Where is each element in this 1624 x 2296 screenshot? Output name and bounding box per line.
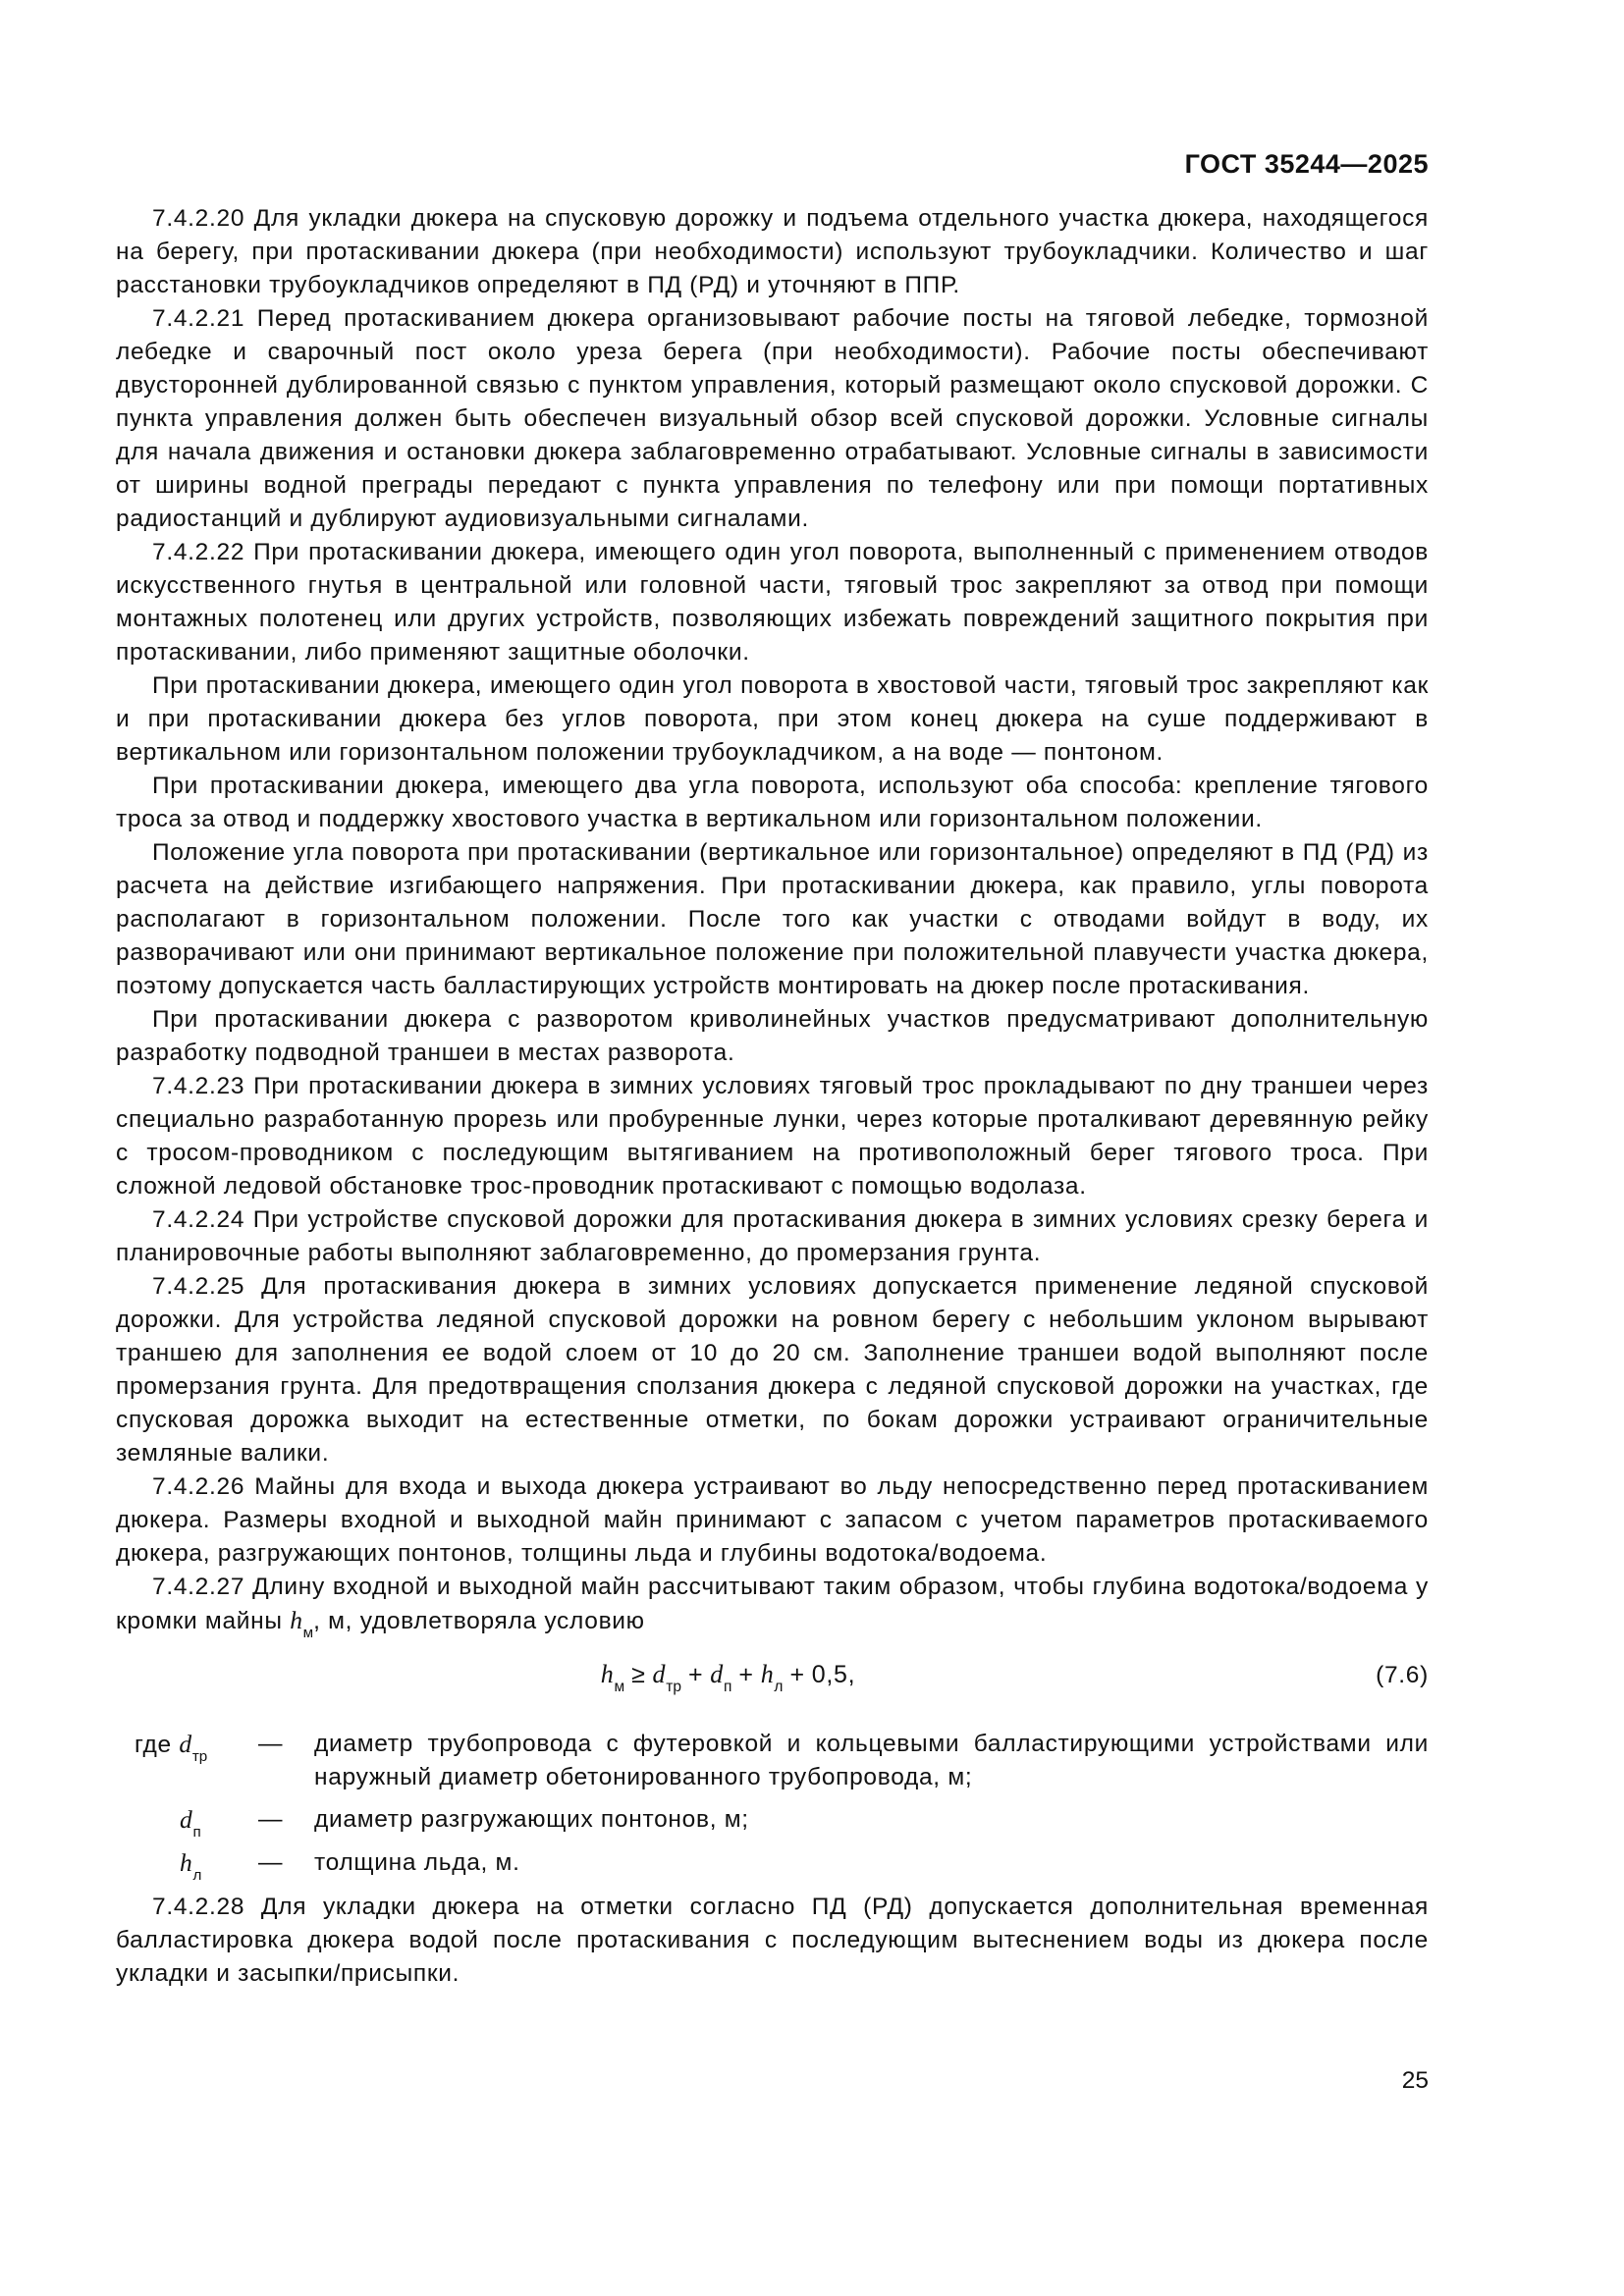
paragraph-7-4-2-26: 7.4.2.26 Майны для входа и выхода дюкера устраивают во льду непосредственно перед протаскиванием дюкера. Размеры входной и выходной майн принимают с запасом с учетом параметров протаскиваемого дюкера, разгружающих понтонов, толщины льда и глубины водотока/водоема.: [116, 1473, 1429, 1567]
where-item-h-l: [116, 1846, 1429, 1884]
where-var-d-p: d: [180, 1805, 193, 1834]
where-definitions-list: [116, 1728, 1429, 1884]
paragraph-7-4-2-27-tail: , м, удовлетворяла условию: [313, 1608, 645, 1634]
where-item-d-p: [116, 1803, 1429, 1841]
where-term-d-tr: [116, 1728, 258, 1765]
where-sub-l: л: [192, 1866, 202, 1884]
paragraph-7-4-2-22-cont-4: При протаскивании дюкера с разворотом криволинейных участков предусматривают дополнительную разработку подводной траншеи в местах разворота.: [116, 1006, 1429, 1066]
formula-sub-tr: тр: [666, 1678, 681, 1695]
where-definition-d-p: диаметр разгружающих понтонов, м;: [314, 1806, 749, 1833]
where-dash-2: —: [258, 1806, 284, 1833]
formula-sub-m: м: [614, 1678, 625, 1695]
where-sub-p: п: [192, 1823, 201, 1841]
paragraph-7-4-2-22-cont-3: Положение угла поворота при протаскивании (вертикальное или горизонтальное) определяют в ПД (РД) из расчета на действие изгибающего напряжения. При протаскивании дюкера, как правило, углы поворота располагают в горизонтальном положении. После того как участки с отводами войдут в воду, их разворачивают или они принимают вертикальное положение при положительной плавучести участка дюкера, поэтому допускается часть балластирующих устройств монтировать на дюкер после протаскивания.: [116, 839, 1429, 999]
formula-7-6: [116, 1658, 1429, 1695]
formula-expression: [116, 1658, 1340, 1695]
formula-var-d-p: d: [710, 1660, 724, 1688]
where-dash-3: —: [258, 1849, 284, 1876]
paragraph-7-4-2-27-lead: 7.4.2.27 Длину входной и выходной майн рассчитывают таким образом, чтобы глубина водотока/водоема у кромки майны: [116, 1574, 1429, 1634]
equation-number: (7.6): [1376, 1662, 1429, 1688]
formula-constant: 0,5,: [811, 1661, 856, 1688]
paragraph-7-4-2-27: [116, 1571, 1429, 1641]
where-term-d-p: [116, 1803, 258, 1841]
paragraph-7-4-2-22-cont-2: При протаскивании дюкера, имеющего два угла поворота, используют оба способа: крепление тягового троса за отвод и поддержку хвостового участка в вертикальном или горизонтальном положении.: [116, 773, 1429, 832]
doc-code-header: ГОСТ 35244—2025: [1184, 149, 1429, 179]
formula-var-h-m: h: [600, 1660, 615, 1688]
paragraph-7-4-2-23: 7.4.2.23 При протаскивании дюкера в зимних условиях тяговый трос прокладывают по дну траншеи через специально разработанную прорезь или пробуренные лунки, через которые проталкивают деревянную рейку с тросом-проводником с последующим вытягиванием на противоположный берег тягового троса. При сложной ледовой обстановке трос-проводник протаскивают с помощью водолаза.: [116, 1073, 1429, 1200]
paragraph-7-4-2-24: 7.4.2.24 При устройстве спусковой дорожки для протаскивания дюкера в зимних условиях срезку берега и планировочные работы выполняют заблаговременно, до промерзания грунта.: [116, 1206, 1429, 1266]
page-number: 25: [1401, 2067, 1429, 2094]
operator-ge: ≥: [631, 1661, 646, 1688]
paragraph-7-4-2-25: 7.4.2.25 Для протаскивания дюкера в зимних условиях допускается применение ледяной спусковой дорожки. Для устройства ледяной спусковой дорожки на ровном берегу с небольшим уклоном вырывают траншею для заполнения ее водой слоем от 10 до 20 см. Заполнение траншеи водой выполняют после промерзания грунта. Для предотвращения сползания дюкера с ледяной спусковой дорожки на участках, где спусковая дорожка выходит на естественные отметки, по бокам дорожки устраивают ограничительные земляные валики.: [116, 1273, 1429, 1467]
paragraph-7-4-2-28: 7.4.2.28 Для укладки дюкера на отметки согласно ПД (РД) допускается дополнительная временная балластировка дюкера водой после протаскивания с последующим вытеснением воды из дюкера после укладки и засыпки/присыпки.: [116, 1894, 1429, 1987]
operator-plus-2: +: [738, 1661, 754, 1688]
where-definition-h-l: толщина льда, м.: [314, 1849, 520, 1876]
paragraph-7-4-2-20: 7.4.2.20 Для укладки дюкера на спусковую дорожку и подъема отдельного участка дюкера, находящегося на берегу, при протаскивании дюкера (при необходимости) используют трубоукладчики. Количество и шаг расстановки трубоукладчиков определяют в ПД (РД) и уточняют в ППР.: [116, 205, 1429, 298]
where-intro: где: [135, 1732, 172, 1758]
variable-h-subscript: м: [302, 1624, 314, 1641]
where-var-h-l: h: [180, 1848, 193, 1877]
where-sub-tr: тр: [191, 1747, 208, 1765]
formula-var-d-tr: d: [652, 1660, 667, 1688]
formula-sub-p: п: [723, 1678, 732, 1695]
paragraph-7-4-2-22: 7.4.2.22 При протаскивании дюкера, имеющего один угол поворота, выполненный с применением отводов искусственного гнутья в центральной или головной части, тяговый трос закрепляют за отвод при помощи монтажных полотенец или других устройств, позволяющих избежать повреждений защитного покрытия при протаскивании, либо применяют защитные оболочки.: [116, 539, 1429, 666]
variable-h: h: [290, 1606, 303, 1634]
where-definition-d-tr: диаметр трубопровода с футеровкой и кольцевыми балластирующими устройствами или наружный диаметр обетонированного трубопровода, м;: [314, 1731, 1429, 1790]
operator-plus-1: +: [687, 1661, 704, 1688]
where-term-h-l: [116, 1846, 258, 1884]
paragraph-7-4-2-21: 7.4.2.21 Перед протаскиванием дюкера организовывают рабочие посты на тяговой лебедке, тормозной лебедке и сварочный пост около уреза берега (при необходимости). Рабочие посты обеспечивают двусторонней дублированной связью с пунктом управления, который размещают около спусковой дорожки. С пункта управления должен быть обеспечен визуальный обзор всей спусковой дорожки. Условные сигналы для начала движения и остановки дюкера заблаговременно отрабатывают. Условные сигналы в зависимости от ширины водной преграды передают с пункта управления по телефону или при помощи портативных радиостанций и дублируют аудиовизуальными сигналами.: [116, 305, 1429, 532]
document-body: [116, 202, 1429, 1991]
where-var-d-tr: d: [179, 1730, 192, 1758]
where-item-d-tr: [116, 1728, 1429, 1794]
operator-plus-3: +: [789, 1661, 805, 1688]
paragraph-7-4-2-22-cont-1: При протаскивании дюкера, имеющего один угол поворота в хвостовой части, тяговый трос закрепляют как и при протаскивании дюкера без углов поворота, при этом конец дюкера на суше поддерживают в вертикальном или горизонтальном положении трубоукладчиком, а на воде — понтоном.: [116, 672, 1429, 766]
where-dash-1: —: [258, 1731, 284, 1757]
formula-sub-l: л: [774, 1678, 784, 1695]
formula-var-h-l: h: [760, 1660, 775, 1688]
